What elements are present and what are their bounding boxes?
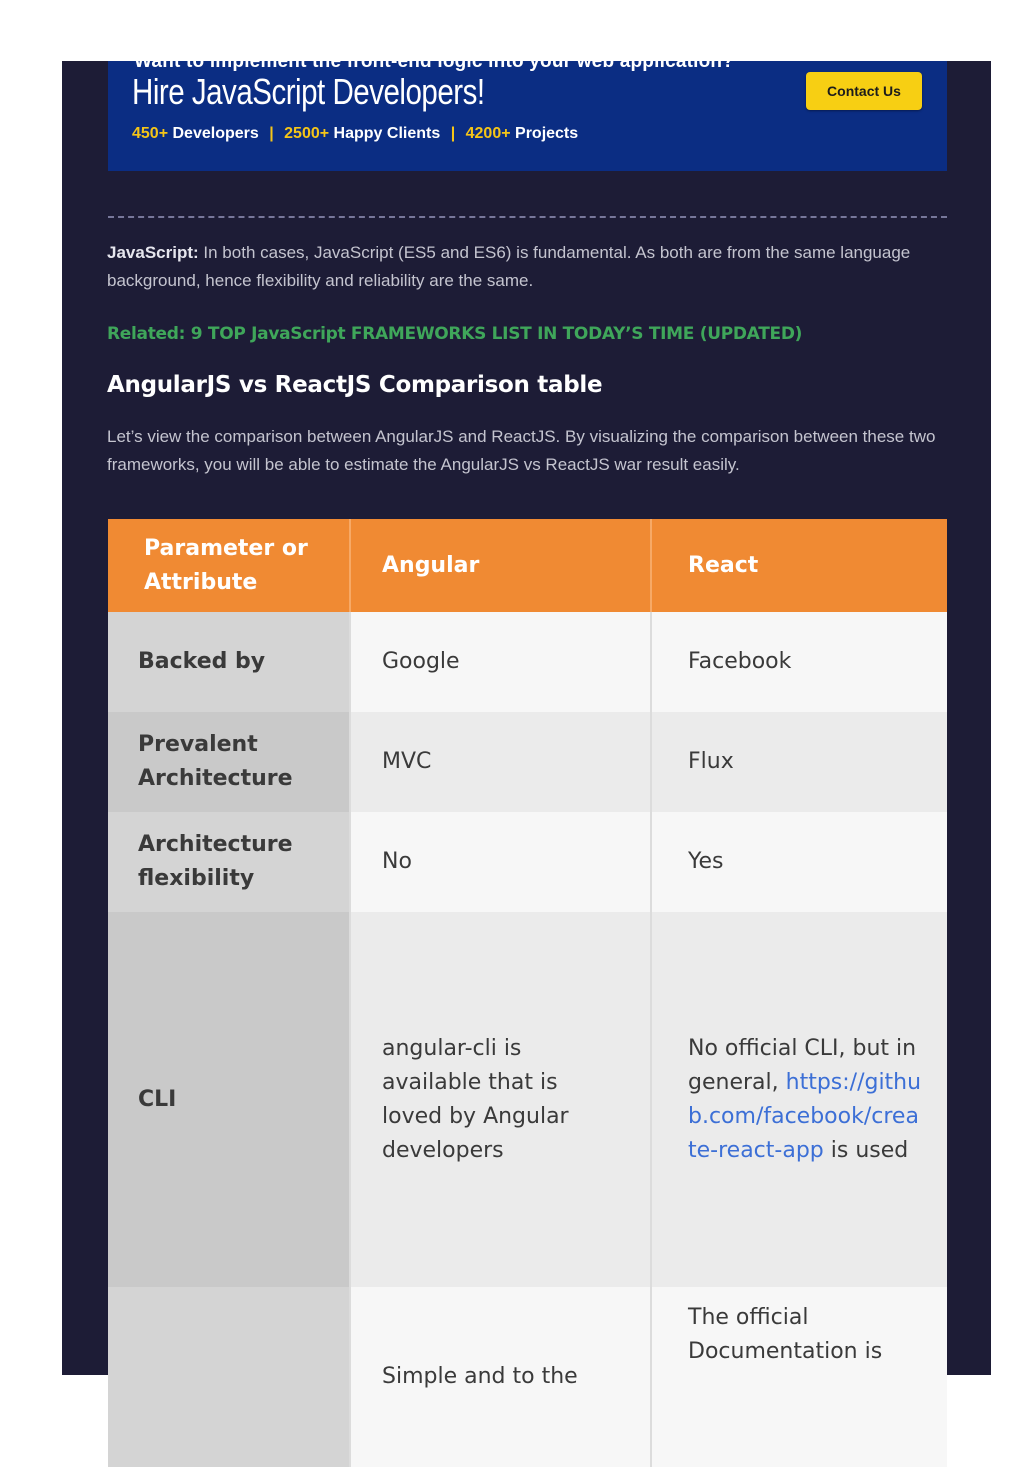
hire-developers-banner[interactable]: [108, 51, 947, 171]
row-angular: Simple and to the: [351, 1287, 652, 1467]
javascript-paragraph: [107, 239, 947, 295]
stat-developers-count: 450+: [132, 125, 169, 142]
row-angular: No: [351, 812, 652, 912]
javascript-label: JavaScript:: [107, 243, 199, 262]
table-header-row: [108, 519, 947, 612]
react-cli-prefix: No official CLI, but in general,: [688, 1035, 917, 1095]
row-react: Facebook: [652, 612, 947, 712]
table-row: [108, 1287, 947, 1467]
row-react: Flux: [652, 712, 947, 812]
banner-title: Hire JavaScript Developers!: [132, 71, 485, 112]
contact-us-button[interactable]: Contact Us: [806, 72, 922, 110]
stat-developers-label: Developers: [172, 125, 259, 142]
banner-stats: [132, 125, 578, 143]
table-row: [108, 912, 947, 1287]
stat-separator: |: [269, 125, 274, 142]
table-row: [108, 812, 947, 912]
create-react-app-link[interactable]: https://github.com/facebook/create-react-app: [688, 1069, 922, 1163]
stat-projects-count: 4200+: [465, 125, 511, 142]
table-row: [108, 612, 947, 712]
react-cli-suffix: is used: [830, 1137, 909, 1163]
row-react: [652, 912, 947, 1287]
row-react: Yes: [652, 812, 947, 912]
article-page: [62, 51, 991, 1389]
row-parameter: Backed by: [108, 612, 351, 712]
row-angular: MVC: [351, 712, 652, 812]
stat-clients-label: Happy Clients: [333, 125, 441, 142]
row-parameter: Prevalent Architecture: [108, 712, 351, 812]
section-heading: AngularJS vs ReactJS Comparison table: [107, 372, 603, 398]
dashed-divider: [108, 216, 947, 218]
stat-projects-label: Projects: [515, 125, 579, 142]
stat-separator: |: [450, 125, 456, 142]
row-parameter: Architecture flexibility: [108, 812, 351, 912]
header-angular: Angular: [351, 519, 652, 612]
row-parameter: [108, 1287, 351, 1467]
row-angular: Google: [351, 612, 652, 712]
related-article-link[interactable]: Related: 9 TOP JavaScript FRAMEWORKS LIST IN TODAY’S TIME (UPDATED): [107, 324, 803, 344]
row-react: The official Documentation is: [652, 1287, 947, 1467]
banner-tagline: Want to implement the front-end logic into your web application?: [134, 51, 735, 72]
stat-clients-count: 2500+: [284, 125, 330, 142]
header-react: React: [652, 519, 947, 612]
table-row: [108, 712, 947, 812]
row-angular: angular-cli is available that is loved by Angular developers: [351, 912, 652, 1287]
intro-paragraph: Let’s view the comparison between AngularJS and ReactJS. By visualizing the comparison between these two frameworks, you will be able to estimate the AngularJS vs ReactJS war result easily.: [107, 427, 936, 474]
header-parameter: Parameter or Attribute: [108, 519, 351, 612]
javascript-text: In both cases, JavaScript (ES5 and ES6) is fundamental. As both are from the same language background, hence flexibility and reliability are the same.: [107, 243, 911, 290]
row-parameter: CLI: [108, 912, 351, 1287]
comparison-table: [108, 519, 947, 1419]
